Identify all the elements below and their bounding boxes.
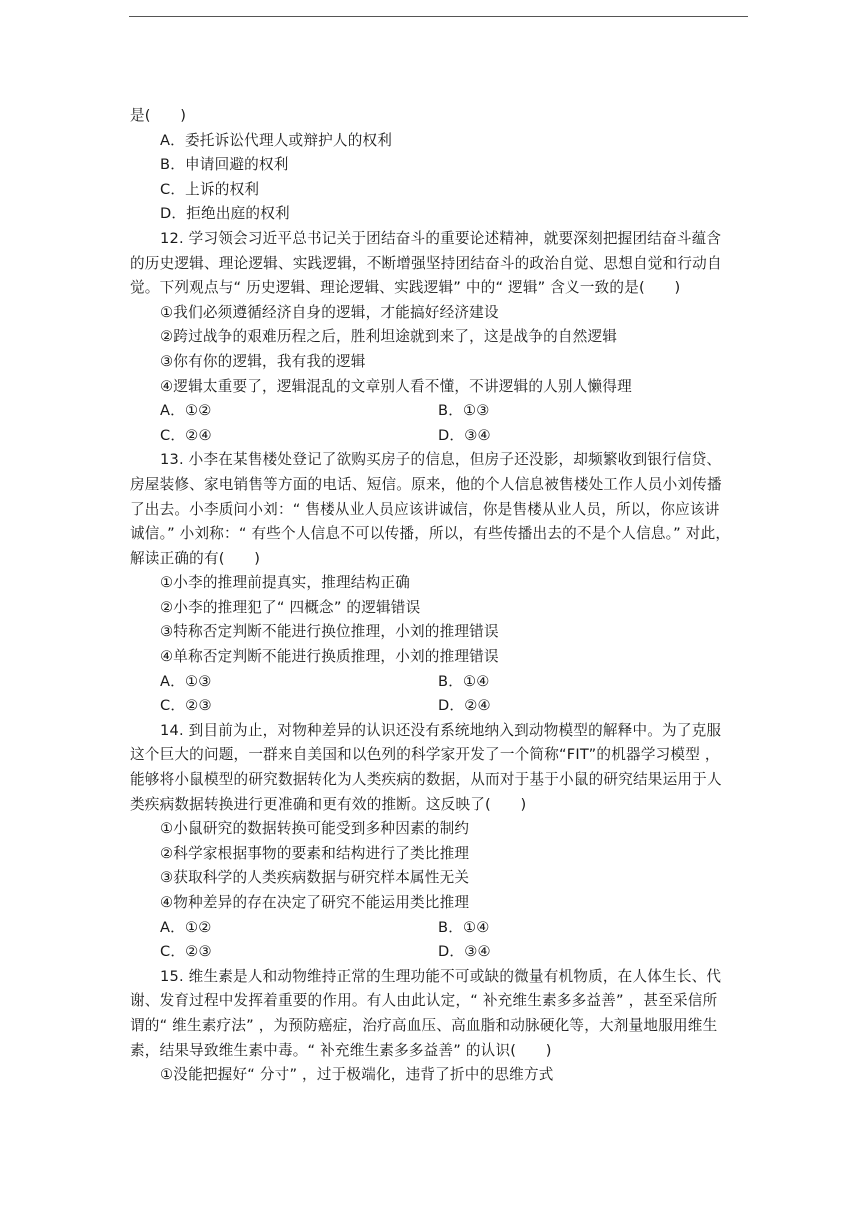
q13-options-row: [130, 670, 746, 695]
q12-option-b: B．①③: [438, 402, 490, 420]
q13-stem-line: 房屋装修、家电销售等方面的电话、短信。原来，他的个人信息被售楼处工作人员小刘传播: [130, 475, 722, 493]
header-rule: [129, 16, 748, 17]
q12-options-row: [130, 424, 746, 449]
q13-stem-line: 诚信。” 小刘称：“ 有些个人信息不可以传播，所以，有些传播出去的不是个人信息。” 对此，: [130, 525, 731, 543]
q13-stem-line: 13. 小李在某售楼处登记了欲购买房子的信息，但房子还没影，却频繁收到银行信贷、: [160, 451, 722, 469]
q13-option-b: B．①④: [438, 672, 490, 690]
q14-statement-4: ④物种差异的存在决定了研究不能运用类比推理: [160, 894, 470, 911]
q14-option-c: C．②③: [160, 943, 212, 961]
q12-stem-line: 的历史逻辑、理论逻辑、实践逻辑，不断增强坚持团结奋斗的政治自觉、思想自觉和行动自: [130, 254, 722, 272]
q11-option-d: D．拒绝出庭的权利: [160, 205, 290, 223]
q14-stem-line: 这个巨大的问题，一群来自美国和以色列的科学家开发了一个简称“FIT”的机器学习模型 ，: [130, 746, 720, 764]
q14-option-a: A．①②: [160, 918, 212, 936]
q15-stem-line: 谓的“ 维生素疗法” ，为预防癌症，治疗高血压、高血脂和动脉硬化等，大剂量地服用维生: [130, 1016, 718, 1034]
q12-option-d: D．③④: [438, 426, 491, 444]
q14-statement-3: ③获取科学的人类疾病数据与研究样本属性无关: [160, 869, 470, 887]
q14-stem-line: 能够将小鼠模型的研究数据转化为人类疾病的数据，从而对于基于小鼠的研究结果运用于人: [130, 771, 722, 789]
q12-stem-line: 觉。下列观点与“ 历史逻辑、理论逻辑、实践逻辑” 中的“ 逻辑” 含义一致的是( ): [130, 279, 681, 297]
document-body: [130, 104, 746, 1088]
question-12: [130, 227, 746, 448]
q14-options-row: [130, 940, 746, 965]
q13-statement-2: ②小李的推理犯了“ 四概念” 的逻辑错误: [160, 598, 421, 616]
q12-option-a: A．①②: [160, 402, 212, 420]
q11-option-b: B．申请回避的权利: [160, 156, 289, 174]
q11-option-a: A．委托诉讼代理人或辩护人的权利: [160, 131, 393, 149]
q14-option-d: D．③④: [438, 943, 491, 961]
question-11: [130, 104, 746, 227]
q13-statement-1: ①小李的推理前提真实，推理结构正确: [160, 574, 410, 592]
q15-stem-line: 素，结果导致维生素中毒。“ 补充维生素多多益善” 的认识( ): [130, 1041, 552, 1059]
q15-stem-line: 谢、发育过程中发挥着重要的作用。有人由此认定，“ 补充维生素多多益善” ，甚至采信所: [130, 992, 718, 1010]
question-13: [130, 448, 746, 719]
q14-statement-1: ①小鼠研究的数据转换可能受到多种因素的制约: [160, 820, 470, 838]
q14-statement-2: ②科学家根据事物的要素和结构进行了类比推理: [160, 844, 470, 862]
q12-option-c: C．②④: [160, 426, 212, 444]
q13-options-row: [130, 694, 746, 719]
q15-statement-1: ①没能把握好“ 分寸” ，过于极端化，违背了折中的思维方式: [160, 1066, 554, 1084]
q13-stem-line: 了出去。小李质问小刘：“ 售楼从业人员应该讲诚信，你是售楼从业人员，所以，你应该讲: [130, 500, 720, 518]
question-14: [130, 719, 746, 965]
q11-stem-end: 是( ): [130, 107, 187, 124]
q11-option-c: C．上诉的权利: [160, 180, 260, 198]
q13-option-a: A．①③: [160, 672, 212, 690]
q13-statement-4: ④单称否定判断不能进行换质推理，小刘的推理错误: [160, 648, 499, 666]
q12-options-row: [130, 399, 746, 424]
q14-options-row: [130, 916, 746, 941]
q12-statement-4: ④逻辑太重要了，逻辑混乱的文章别人看不懂，不讲逻辑的人别人懒得理: [160, 377, 632, 395]
q15-stem-line: 15. 维生素是人和动物维持正常的生理功能不可或缺的微量有机物质，在人体生长、代: [160, 967, 722, 985]
q13-statement-3: ③特称否定判断不能进行换位推理，小刘的推理错误: [160, 623, 499, 641]
q12-statement-2: ②跨过战争的艰难历程之后，胜利坦途就到来了，这是战争的自然逻辑: [160, 328, 618, 346]
q13-stem-line: 解读正确的有( ): [130, 549, 261, 567]
question-15: [130, 965, 746, 1088]
q14-stem-line: 14. 到目前为止，对物种差异的认识还没有系统地纳入到动物模型的解释中。为了克服: [160, 721, 722, 739]
q12-statement-1: ①我们必须遵循经济自身的逻辑，才能搞好经济建设: [160, 303, 499, 321]
q13-option-c: C．②③: [160, 697, 212, 715]
q12-statement-3: ③你有你的逻辑，我有我的逻辑: [160, 352, 366, 370]
q13-option-d: D．②④: [438, 697, 491, 715]
q12-stem-line: 12. 学习领会习近平总书记关于团结奋斗的重要论述精神，就要深刻把握团结奋斗蕴含: [160, 229, 722, 247]
q14-stem-line: 类疾病数据转换进行更准确和更有效的推断。这反映了( ): [130, 795, 527, 813]
q14-option-b: B．①④: [438, 918, 490, 936]
